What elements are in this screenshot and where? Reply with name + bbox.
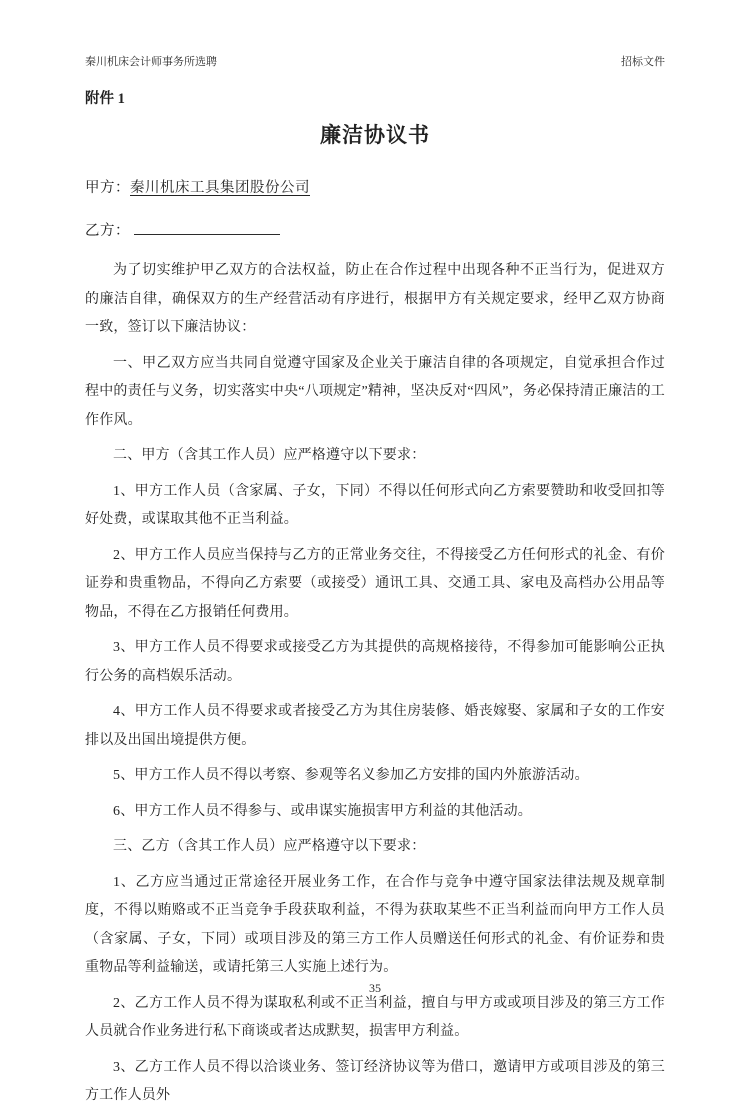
page-header: [85, 53, 665, 69]
party-a-name: 秦川机床工具集团股份公司: [130, 180, 310, 196]
paragraph-clause-2-item-3: 3、甲方工作人员不得要求或接受乙方为其提供的高规格接待，不得参加可能影响公正执行公务的高档娱乐活动。: [85, 640, 665, 684]
party-b-blank: [134, 219, 280, 235]
header-right-text: 招标文件: [621, 56, 665, 68]
attachment-label: 附件 1: [85, 91, 125, 107]
paragraph-clause-2-heading: 二、甲方（含其工作人员）应严格遵守以下要求：: [113, 448, 426, 463]
paragraph-clause-3-item-2: 2、乙方工作人员不得为谋取私利或不正当利益，擅自与甲方或或项目涉及的第三方工作人员就合作业务进行私下商谈或者达成默契，损害甲方利益。: [85, 995, 665, 1039]
paragraph-clause-2-item-4: 4、甲方工作人员不得要求或者接受乙方为其住房装修、婚丧嫁娶、家属和子女的工作安排以及出国出境提供方便。: [85, 704, 665, 748]
party-a-label: 甲方：: [85, 180, 130, 196]
party-a-line: [85, 176, 665, 197]
paragraph-clause-2-item-5: 5、甲方工作人员不得以考察、参观等名义参加乙方安排的国内外旅游活动。: [113, 768, 589, 783]
party-b-label: 乙方：: [85, 223, 130, 239]
paragraph-preamble: 为了切实维护甲乙双方的合法权益，防止在合作过程中出现各种不正当行为，促进双方的廉洁自律，确保双方的生产经营活动有序进行，根据甲方有关规定要求，经甲乙双方协商一致，签订以下廉洁协议：: [85, 263, 665, 335]
page-number: 35: [369, 981, 381, 995]
party-b-line: [85, 219, 665, 240]
paragraph-clause-3-item-3: 3、乙方工作人员不得以洽谈业务、签订经济协议等为借口，邀请甲方或项目涉及的第三方工作人员外: [85, 1059, 665, 1103]
paragraph-clause-3-item-1: 1、乙方应当通过正常途径开展业务工作，在合作与竞争中遵守国家法律法规及规章制度，不得以贿赂或不正当竞争手段获取利益，不得为获取某些不正当利益而向甲方工作人员（含家属、子女，下同）或项目涉及的第三方工作人员赠送任何形式的礼金、有价证券和贵重物品等利益输送，或请托第三人实施上述行为。: [85, 874, 665, 975]
document-title: 廉洁协议书: [320, 123, 430, 147]
paragraph-clause-2-item-2: 2、甲方工作人员应当保持与乙方的正常业务交往，不得接受乙方任何形式的礼金、有价证券和贵重物品，不得向乙方索要（或接受）通讯工具、交通工具、家电及高档办公用品等物品，不得在乙方报销任何费用。: [85, 547, 665, 620]
paragraph-clause-2-item-6: 6、甲方工作人员不得参与、或串谋实施损害甲方利益的其他活动。: [113, 803, 532, 819]
paragraph-clause-2-item-1: 1、甲方工作人员（含家属、子女，下同）不得以任何形式向乙方索要赞助和收受回扣等好处费，或谋取其他不正当利益。: [85, 483, 665, 527]
paragraph-clause-1: 一、甲乙双方应当共同自觉遵守国家及企业关于廉洁自律的各项规定，自觉承担合作过程中的责任与义务，切实落实中央“八项规定”精神，坚决反对“四风”，务必保持清正廉洁的工作作风。: [85, 355, 665, 428]
paragraph-clause-3-heading: 三、乙方（含其工作人员）应严格遵守以下要求：: [113, 839, 426, 854]
header-left-text: 秦川机床会计师事务所选聘: [85, 56, 217, 68]
